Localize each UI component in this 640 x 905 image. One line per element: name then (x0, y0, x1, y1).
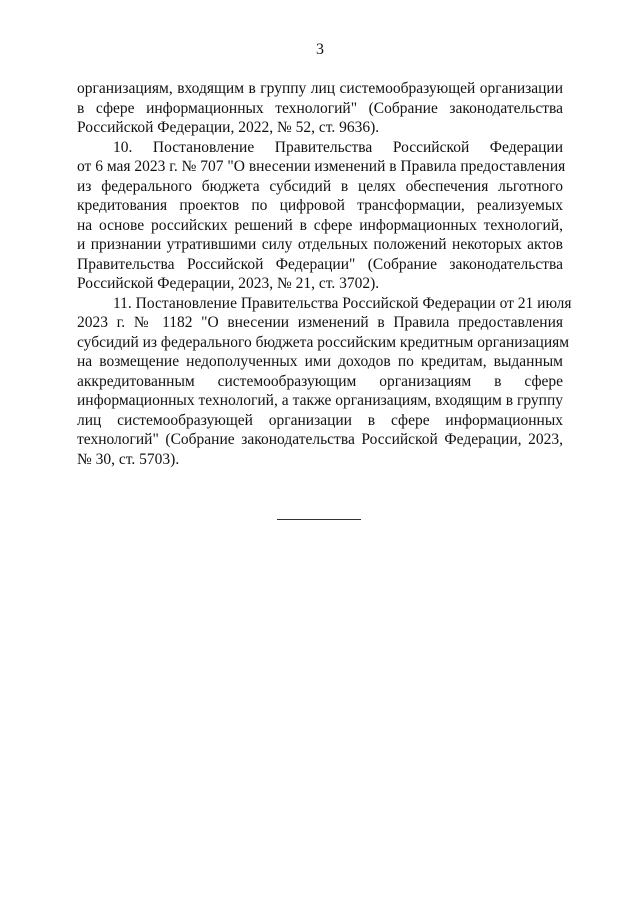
document-body (77, 79, 572, 469)
text-line: 10. Постановление Правительства Российской Федерации (113, 138, 563, 156)
text-line: организациям, входящим в группу лиц системообразующей организации (77, 80, 563, 97)
page-number: 3 (316, 41, 324, 58)
text-line: 11. Постановление Правительства Российской Федерации от 21 июля (113, 294, 572, 312)
text-line: субсидий из федерального бюджета российским кредитным организациям (77, 333, 570, 351)
text-line: на возмещение недополученных ими доходов по кредитам, выданным (77, 353, 563, 370)
text-line: лиц системообразующей организации в сфере информационных (77, 411, 563, 429)
text-line: технологий" (Собрание законодательства Российской Федерации, 2023, (77, 431, 563, 448)
text-line: Правительства Российской Федерации" (Собрание законодательства (77, 255, 563, 273)
text-line: Российской Федерации, 2022, № 52, ст. 9636). (77, 119, 380, 136)
text-line: и признании утратившими силу отдельных положений некоторых актов (77, 236, 563, 253)
paragraph-item-11 (77, 294, 572, 470)
paragraph-continuation (77, 79, 563, 138)
text-line: 2023 г. № 1182 "О внесении изменений в Правила предоставления (77, 314, 563, 331)
text-line: на основе российских решений в сфере информационных технологий, (77, 216, 563, 234)
text-line: № 30, ст. 5703). (77, 450, 180, 468)
text-line: информационных технологий, а также организациям, входящим в группу (77, 392, 563, 409)
text-line: из федерального бюджета субсидий в целях обеспечения льготного (77, 177, 563, 195)
paragraph-item-10 (77, 138, 566, 294)
text-line: в сфере информационных технологий" (Собрание законодательства (77, 99, 563, 117)
text-line: от 6 мая 2023 г. № 707 "О внесении изменений в Правила предоставления (77, 158, 566, 175)
text-line: аккредитованным системообразующим организациям в сфере (77, 372, 563, 390)
end-separator-line (277, 519, 361, 520)
text-line: Российской Федерации, 2023, № 21, ст. 3702). (77, 275, 380, 292)
text-line: кредитования проектов по цифровой трансформации, реализуемых (77, 197, 563, 214)
